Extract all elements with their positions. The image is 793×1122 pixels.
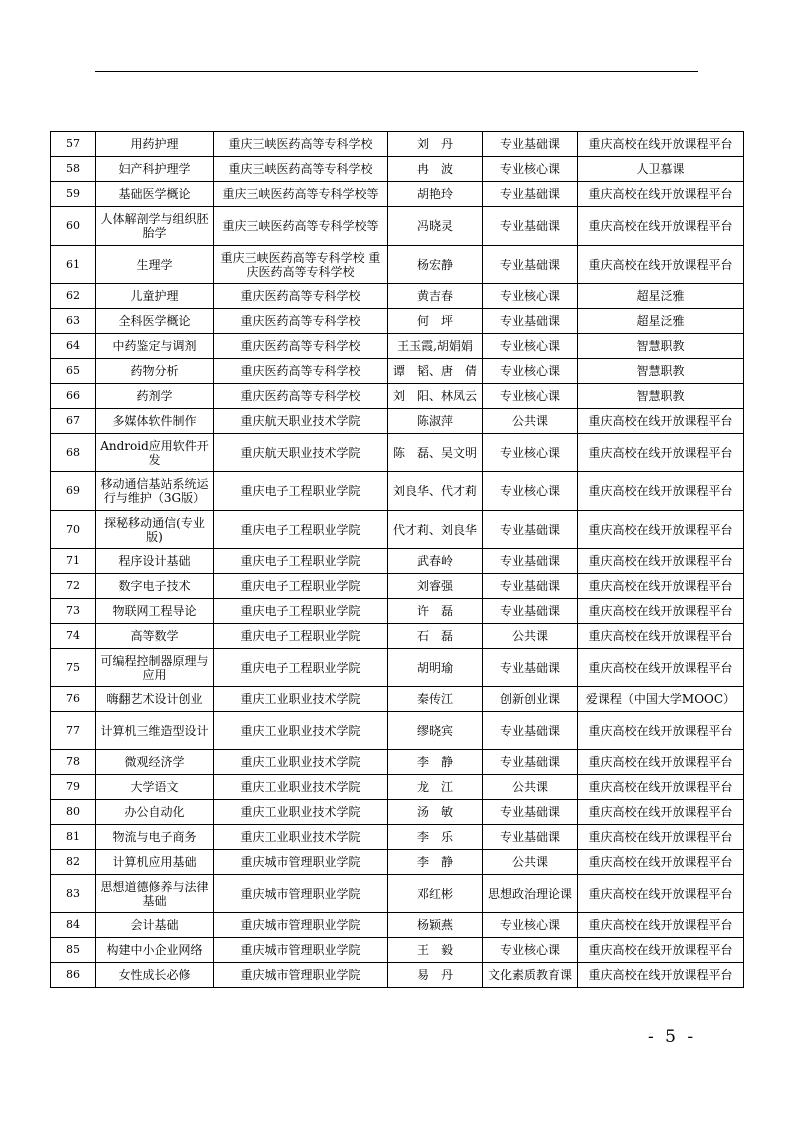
course-name-cell: 儿童护理 — [96, 284, 214, 309]
row-number-cell: 69 — [51, 472, 96, 511]
course-name-cell: 基础医学概论 — [96, 182, 214, 207]
course-type-cell: 专业核心课 — [483, 472, 578, 511]
table-row — [51, 574, 744, 599]
row-number-cell: 67 — [51, 409, 96, 434]
teacher-name-cell: 石 磊 — [388, 624, 483, 649]
course-table — [50, 131, 744, 988]
school-name-cell: 重庆医药高等专科学校 — [214, 309, 388, 334]
school-name-cell: 重庆电子工程职业学院 — [214, 511, 388, 549]
course-name-cell: 多媒体软件制作 — [96, 409, 214, 434]
row-number-cell: 64 — [51, 334, 96, 359]
course-type-cell: 专业核心课 — [483, 334, 578, 359]
school-name-cell: 重庆电子工程职业学院 — [214, 649, 388, 687]
row-number-cell: 81 — [51, 825, 96, 850]
platform-name-cell: 重庆高校在线开放课程平台 — [578, 775, 744, 800]
school-name-cell: 重庆三峡医药高等专科学校 — [214, 132, 388, 157]
course-name-cell: 办公自动化 — [96, 800, 214, 825]
row-number-cell: 65 — [51, 359, 96, 384]
platform-name-cell: 重庆高校在线开放课程平台 — [578, 182, 744, 207]
table-row — [51, 246, 744, 284]
teacher-name-cell: 汤 敏 — [388, 800, 483, 825]
course-type-cell: 公共课 — [483, 624, 578, 649]
teacher-name-cell: 刘睿强 — [388, 574, 483, 599]
platform-name-cell: 重庆高校在线开放课程平台 — [578, 750, 744, 775]
course-type-cell: 思想政治理论课 — [483, 875, 578, 913]
school-name-cell: 重庆电子工程职业学院 — [214, 472, 388, 511]
row-number-cell: 83 — [51, 875, 96, 913]
teacher-name-cell: 冉 波 — [388, 157, 483, 182]
school-name-cell: 重庆工业职业技术学院 — [214, 687, 388, 712]
platform-name-cell: 重庆高校在线开放课程平台 — [578, 825, 744, 850]
row-number-cell: 74 — [51, 624, 96, 649]
course-name-cell: 嗨翻艺术设计创业 — [96, 687, 214, 712]
table-row — [51, 938, 744, 963]
course-name-cell: 移动通信基站系统运行与维护（3G版） — [96, 472, 214, 511]
platform-name-cell: 智慧职教 — [578, 359, 744, 384]
platform-name-cell: 超星泛雅 — [578, 309, 744, 334]
school-name-cell: 重庆三峡医药高等专科学校等 — [214, 207, 388, 246]
table-row — [51, 875, 744, 913]
course-name-cell: 会计基础 — [96, 913, 214, 938]
teacher-name-cell: 武春岭 — [388, 549, 483, 574]
course-type-cell: 专业核心课 — [483, 913, 578, 938]
school-name-cell: 重庆医药高等专科学校 — [214, 359, 388, 384]
table-row — [51, 157, 744, 182]
platform-name-cell: 人卫慕课 — [578, 157, 744, 182]
row-number-cell: 60 — [51, 207, 96, 246]
course-name-cell: 女性成长必修 — [96, 963, 214, 988]
school-name-cell: 重庆工业职业技术学院 — [214, 825, 388, 850]
table-row — [51, 511, 744, 549]
school-name-cell: 重庆三峡医药高等专科学校 重庆医药高等专科学校 — [214, 246, 388, 284]
platform-name-cell: 重庆高校在线开放课程平台 — [578, 938, 744, 963]
course-type-cell: 专业基础课 — [483, 549, 578, 574]
platform-name-cell: 重庆高校在线开放课程平台 — [578, 511, 744, 549]
school-name-cell: 重庆电子工程职业学院 — [214, 599, 388, 624]
platform-name-cell: 爱课程（中国大学MOOC） — [578, 687, 744, 712]
teacher-name-cell: 刘 阳、林凤云 — [388, 384, 483, 409]
course-type-cell: 专业基础课 — [483, 309, 578, 334]
teacher-name-cell: 秦传江 — [388, 687, 483, 712]
course-type-cell: 文化素质教育课 — [483, 963, 578, 988]
table-row — [51, 207, 744, 246]
school-name-cell: 重庆三峡医药高等专科学校等 — [214, 182, 388, 207]
course-name-cell: 药物分析 — [96, 359, 214, 384]
course-type-cell: 专业核心课 — [483, 938, 578, 963]
course-type-cell: 公共课 — [483, 850, 578, 875]
teacher-name-cell: 龙 江 — [388, 775, 483, 800]
platform-name-cell: 重庆高校在线开放课程平台 — [578, 599, 744, 624]
course-name-cell: 微观经济学 — [96, 750, 214, 775]
school-name-cell: 重庆三峡医药高等专科学校 — [214, 157, 388, 182]
course-name-cell: Android应用软件开发 — [96, 434, 214, 472]
platform-name-cell: 智慧职教 — [578, 384, 744, 409]
row-number-cell: 72 — [51, 574, 96, 599]
teacher-name-cell: 胡明瑜 — [388, 649, 483, 687]
table-row — [51, 409, 744, 434]
table-row — [51, 963, 744, 988]
teacher-name-cell: 王玉霞,胡娟娟 — [388, 334, 483, 359]
table-row — [51, 309, 744, 334]
row-number-cell: 84 — [51, 913, 96, 938]
course-type-cell: 公共课 — [483, 775, 578, 800]
platform-name-cell: 重庆高校在线开放课程平台 — [578, 963, 744, 988]
course-name-cell: 探秘移动通信(专业版) — [96, 511, 214, 549]
course-type-cell: 专业基础课 — [483, 712, 578, 750]
row-number-cell: 66 — [51, 384, 96, 409]
course-type-cell: 专业基础课 — [483, 750, 578, 775]
school-name-cell: 重庆医药高等专科学校 — [214, 334, 388, 359]
course-type-cell: 专业基础课 — [483, 599, 578, 624]
platform-name-cell: 重庆高校在线开放课程平台 — [578, 246, 744, 284]
school-name-cell: 重庆航天职业技术学院 — [214, 434, 388, 472]
course-type-cell: 专业基础课 — [483, 800, 578, 825]
teacher-name-cell: 李 乐 — [388, 825, 483, 850]
row-number-cell: 86 — [51, 963, 96, 988]
course-type-cell: 专业基础课 — [483, 825, 578, 850]
table-row — [51, 549, 744, 574]
table-row — [51, 334, 744, 359]
course-type-cell: 专业基础课 — [483, 574, 578, 599]
teacher-name-cell: 许 磊 — [388, 599, 483, 624]
row-number-cell: 82 — [51, 850, 96, 875]
course-type-cell: 公共课 — [483, 409, 578, 434]
row-number-cell: 80 — [51, 800, 96, 825]
table-row — [51, 775, 744, 800]
course-name-cell: 药剂学 — [96, 384, 214, 409]
row-number-cell: 63 — [51, 309, 96, 334]
platform-name-cell: 重庆高校在线开放课程平台 — [578, 409, 744, 434]
platform-name-cell: 重庆高校在线开放课程平台 — [578, 624, 744, 649]
platform-name-cell: 超星泛雅 — [578, 284, 744, 309]
course-table-body — [51, 132, 744, 988]
table-row — [51, 132, 744, 157]
teacher-name-cell: 冯晓灵 — [388, 207, 483, 246]
course-type-cell: 专业基础课 — [483, 511, 578, 549]
course-name-cell: 生理学 — [96, 246, 214, 284]
platform-name-cell: 重庆高校在线开放课程平台 — [578, 207, 744, 246]
teacher-name-cell: 代才莉、刘良华 — [388, 511, 483, 549]
teacher-name-cell: 王 毅 — [388, 938, 483, 963]
course-type-cell: 专业基础课 — [483, 132, 578, 157]
table-row — [51, 800, 744, 825]
teacher-name-cell: 陈淑萍 — [388, 409, 483, 434]
teacher-name-cell: 李 静 — [388, 750, 483, 775]
table-row — [51, 913, 744, 938]
school-name-cell: 重庆电子工程职业学院 — [214, 624, 388, 649]
course-type-cell: 专业核心课 — [483, 284, 578, 309]
row-number-cell: 85 — [51, 938, 96, 963]
course-type-cell: 专业核心课 — [483, 157, 578, 182]
table-row — [51, 712, 744, 750]
platform-name-cell: 重庆高校在线开放课程平台 — [578, 712, 744, 750]
table-row — [51, 359, 744, 384]
course-name-cell: 全科医学概论 — [96, 309, 214, 334]
table-row — [51, 750, 744, 775]
table-row — [51, 649, 744, 687]
platform-name-cell: 重庆高校在线开放课程平台 — [578, 574, 744, 599]
course-type-cell: 专业核心课 — [483, 434, 578, 472]
course-name-cell: 物联网工程导论 — [96, 599, 214, 624]
row-number-cell: 59 — [51, 182, 96, 207]
course-type-cell: 专业基础课 — [483, 649, 578, 687]
course-name-cell: 高等数学 — [96, 624, 214, 649]
course-name-cell: 物流与电子商务 — [96, 825, 214, 850]
row-number-cell: 76 — [51, 687, 96, 712]
school-name-cell: 重庆电子工程职业学院 — [214, 574, 388, 599]
course-name-cell: 思想道德修养与法律基础 — [96, 875, 214, 913]
row-number-cell: 57 — [51, 132, 96, 157]
platform-name-cell: 智慧职教 — [578, 334, 744, 359]
row-number-cell: 79 — [51, 775, 96, 800]
school-name-cell: 重庆城市管理职业学院 — [214, 913, 388, 938]
row-number-cell: 71 — [51, 549, 96, 574]
course-name-cell: 数字电子技术 — [96, 574, 214, 599]
teacher-name-cell: 李 静 — [388, 850, 483, 875]
course-type-cell: 专业基础课 — [483, 182, 578, 207]
table-row — [51, 624, 744, 649]
platform-name-cell: 重庆高校在线开放课程平台 — [578, 800, 744, 825]
row-number-cell: 78 — [51, 750, 96, 775]
row-number-cell: 62 — [51, 284, 96, 309]
school-name-cell: 重庆医药高等专科学校 — [214, 284, 388, 309]
course-type-cell: 专业核心课 — [483, 384, 578, 409]
table-row — [51, 599, 744, 624]
platform-name-cell: 重庆高校在线开放课程平台 — [578, 132, 744, 157]
platform-name-cell: 重庆高校在线开放课程平台 — [578, 434, 744, 472]
table-row — [51, 284, 744, 309]
teacher-name-cell: 邓红彬 — [388, 875, 483, 913]
school-name-cell: 重庆电子工程职业学院 — [214, 549, 388, 574]
table-row — [51, 825, 744, 850]
row-number-cell: 70 — [51, 511, 96, 549]
course-type-cell: 专业基础课 — [483, 207, 578, 246]
school-name-cell: 重庆医药高等专科学校 — [214, 384, 388, 409]
course-name-cell: 程序设计基础 — [96, 549, 214, 574]
platform-name-cell: 重庆高校在线开放课程平台 — [578, 649, 744, 687]
table-row — [51, 472, 744, 511]
table-row — [51, 687, 744, 712]
table-row — [51, 434, 744, 472]
school-name-cell: 重庆城市管理职业学院 — [214, 963, 388, 988]
teacher-name-cell: 易 丹 — [388, 963, 483, 988]
row-number-cell: 61 — [51, 246, 96, 284]
teacher-name-cell: 胡艳玲 — [388, 182, 483, 207]
school-name-cell: 重庆城市管理职业学院 — [214, 875, 388, 913]
course-name-cell: 计算机应用基础 — [96, 850, 214, 875]
teacher-name-cell: 陈 磊、吴文明 — [388, 434, 483, 472]
school-name-cell: 重庆城市管理职业学院 — [214, 938, 388, 963]
table-row — [51, 182, 744, 207]
school-name-cell: 重庆城市管理职业学院 — [214, 850, 388, 875]
course-name-cell: 可编程控制器原理与应用 — [96, 649, 214, 687]
school-name-cell: 重庆航天职业技术学院 — [214, 409, 388, 434]
row-number-cell: 75 — [51, 649, 96, 687]
platform-name-cell: 重庆高校在线开放课程平台 — [578, 549, 744, 574]
table-row — [51, 850, 744, 875]
course-name-cell: 计算机三维造型设计 — [96, 712, 214, 750]
teacher-name-cell: 何 坪 — [388, 309, 483, 334]
row-number-cell: 68 — [51, 434, 96, 472]
course-type-cell: 专业基础课 — [483, 246, 578, 284]
page-number: - 5 - — [648, 1027, 697, 1047]
teacher-name-cell: 刘良华、代才莉 — [388, 472, 483, 511]
platform-name-cell: 重庆高校在线开放课程平台 — [578, 913, 744, 938]
school-name-cell: 重庆工业职业技术学院 — [214, 750, 388, 775]
teacher-name-cell: 杨颖燕 — [388, 913, 483, 938]
teacher-name-cell: 谭 韬、唐 倩 — [388, 359, 483, 384]
school-name-cell: 重庆工业职业技术学院 — [214, 775, 388, 800]
school-name-cell: 重庆工业职业技术学院 — [214, 800, 388, 825]
row-number-cell: 58 — [51, 157, 96, 182]
platform-name-cell: 重庆高校在线开放课程平台 — [578, 850, 744, 875]
teacher-name-cell: 杨宏静 — [388, 246, 483, 284]
course-type-cell: 创新创业课 — [483, 687, 578, 712]
teacher-name-cell: 黄吉春 — [388, 284, 483, 309]
teacher-name-cell: 缪晓宾 — [388, 712, 483, 750]
course-name-cell: 人体解剖学与组织胚胎学 — [96, 207, 214, 246]
course-name-cell: 妇产科护理学 — [96, 157, 214, 182]
course-name-cell: 大学语文 — [96, 775, 214, 800]
school-name-cell: 重庆工业职业技术学院 — [214, 712, 388, 750]
platform-name-cell: 重庆高校在线开放课程平台 — [578, 875, 744, 913]
course-name-cell: 构建中小企业网络 — [96, 938, 214, 963]
platform-name-cell: 重庆高校在线开放课程平台 — [578, 472, 744, 511]
header-rule — [95, 71, 698, 72]
teacher-name-cell: 刘 丹 — [388, 132, 483, 157]
row-number-cell: 73 — [51, 599, 96, 624]
table-row — [51, 384, 744, 409]
course-type-cell: 专业核心课 — [483, 359, 578, 384]
course-name-cell: 中药鉴定与调剂 — [96, 334, 214, 359]
course-name-cell: 用药护理 — [96, 132, 214, 157]
row-number-cell: 77 — [51, 712, 96, 750]
